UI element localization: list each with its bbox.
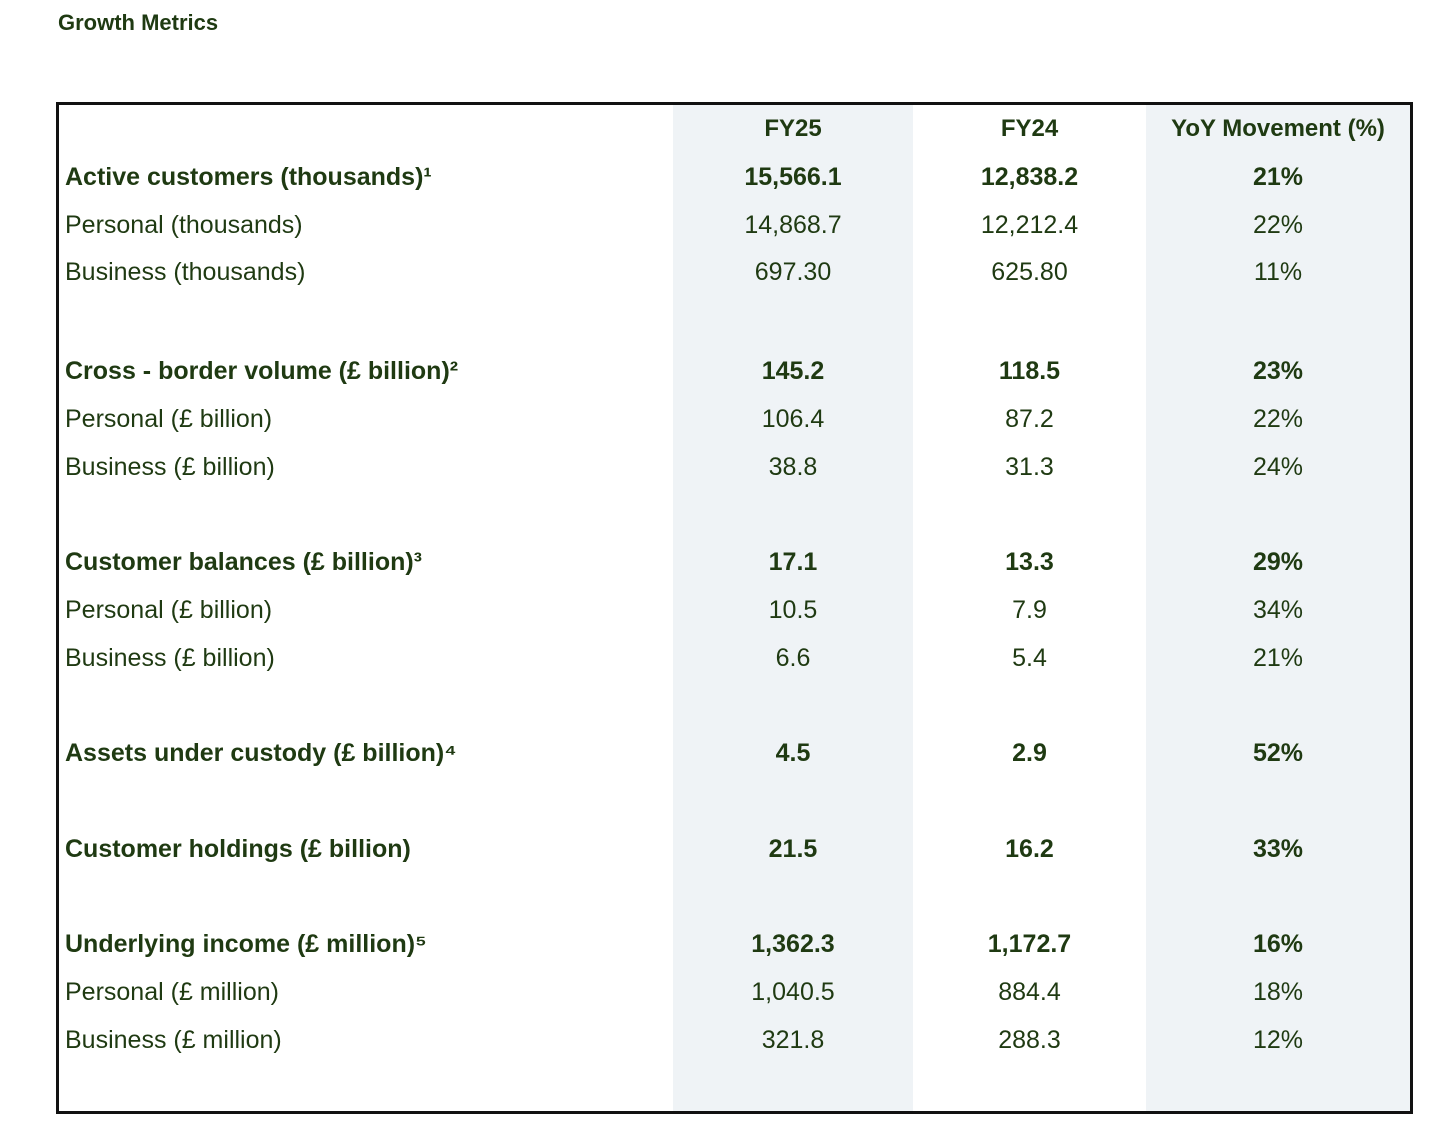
- yoy-value: 21%: [1252, 163, 1304, 191]
- table-row: [59, 447, 1410, 487]
- fy25-value: 21.5: [768, 835, 818, 863]
- fy25-value: 697.30: [754, 258, 832, 286]
- fy25-value: 10.5: [768, 596, 818, 624]
- row-label: Assets under custody (£ billion)⁴: [65, 739, 457, 767]
- yoy-value: 11%: [1253, 258, 1303, 286]
- table-row: [59, 399, 1410, 439]
- fy24-value: 2.9: [1012, 739, 1047, 767]
- row-label: Personal (thousands): [65, 211, 303, 239]
- table-row-assets-under-custody: [59, 733, 1410, 773]
- fy25-value: 1,362.3: [751, 930, 835, 958]
- table-row-underlying-income: [59, 924, 1410, 964]
- fy24-value: 7.9: [1012, 596, 1047, 624]
- fy25-value: 15,566.1: [744, 163, 842, 191]
- fy25-value: 6.6: [775, 644, 811, 672]
- table-row: [59, 1020, 1410, 1060]
- row-label: Business (£ billion): [65, 644, 275, 672]
- fy24-value: 625.80: [991, 258, 1068, 286]
- yoy-value: 22%: [1252, 211, 1304, 239]
- fy25-value: 1,040.5: [751, 978, 835, 1006]
- table-row: [59, 252, 1410, 292]
- fy24-value: 884.4: [998, 978, 1061, 1006]
- fy25-value: 106.4: [761, 405, 825, 433]
- fy24-value: 87.2: [1005, 405, 1054, 433]
- yoy-value: 16%: [1252, 930, 1304, 958]
- fy24-value: 31.3: [1005, 453, 1054, 481]
- fy25-value: 14,868.7: [744, 211, 842, 239]
- fy25-value: 321.8: [761, 1026, 825, 1054]
- header-fy25: FY25: [764, 115, 822, 142]
- row-label: Business (thousands): [65, 258, 306, 286]
- row-label: Personal (£ million): [65, 978, 279, 1006]
- yoy-value: 29%: [1252, 548, 1304, 576]
- yoy-value: 34%: [1252, 596, 1304, 624]
- fy25-value: 17.1: [768, 548, 818, 576]
- table-row-cross-border-volume: [59, 351, 1410, 391]
- table-row: [59, 638, 1410, 678]
- yoy-value: 18%: [1252, 978, 1304, 1006]
- row-label: Personal (£ billion): [65, 405, 273, 433]
- row-label: Business (£ million): [65, 1026, 282, 1054]
- yoy-value: 52%: [1252, 739, 1304, 767]
- yoy-value: 21%: [1252, 644, 1304, 672]
- table-row: [59, 205, 1410, 245]
- row-label: Customer balances (£ billion)³: [65, 548, 423, 576]
- table-row-customer-holdings: [59, 829, 1410, 869]
- fy24-value: 12,838.2: [980, 163, 1079, 191]
- growth-metrics-table: [56, 102, 1413, 1114]
- yoy-value: 12%: [1252, 1026, 1304, 1054]
- page-title: Growth Metrics: [58, 10, 219, 35]
- row-label: Underlying income (£ million)⁵: [65, 930, 427, 958]
- yoy-value: 33%: [1252, 835, 1304, 863]
- fy25-value: 38.8: [768, 453, 818, 481]
- table-header-row: [59, 109, 1410, 149]
- table-row-customer-balances: [59, 542, 1410, 582]
- header-fy24: FY24: [1000, 115, 1059, 142]
- fy25-value: 4.5: [775, 739, 811, 767]
- fy24-value: 288.3: [998, 1026, 1061, 1054]
- fy24-value: 16.2: [1005, 835, 1054, 863]
- row-label: Business (£ billion): [65, 453, 275, 481]
- row-label: Active customers (thousands)¹: [65, 163, 432, 191]
- table-row-active-customers: [59, 157, 1410, 197]
- row-label: Customer holdings (£ billion): [65, 835, 411, 863]
- yoy-value: 22%: [1252, 405, 1304, 433]
- fy24-value: 12,212.4: [980, 211, 1079, 239]
- yoy-value: 23%: [1252, 357, 1304, 385]
- row-label: Cross - border volume (£ billion)²: [65, 357, 459, 385]
- table-row: [59, 972, 1410, 1012]
- fy25-value: 145.2: [761, 357, 825, 385]
- yoy-value: 24%: [1252, 453, 1304, 481]
- fy24-value: 118.5: [998, 357, 1061, 385]
- fy24-value: 13.3: [1005, 548, 1054, 576]
- fy24-value: 1,172.7: [987, 930, 1072, 958]
- header-yoy: YoY Movement (%): [1171, 115, 1385, 142]
- fy24-value: 5.4: [1012, 644, 1047, 672]
- row-label: Personal (£ billion): [65, 596, 273, 624]
- table-row: [59, 590, 1410, 630]
